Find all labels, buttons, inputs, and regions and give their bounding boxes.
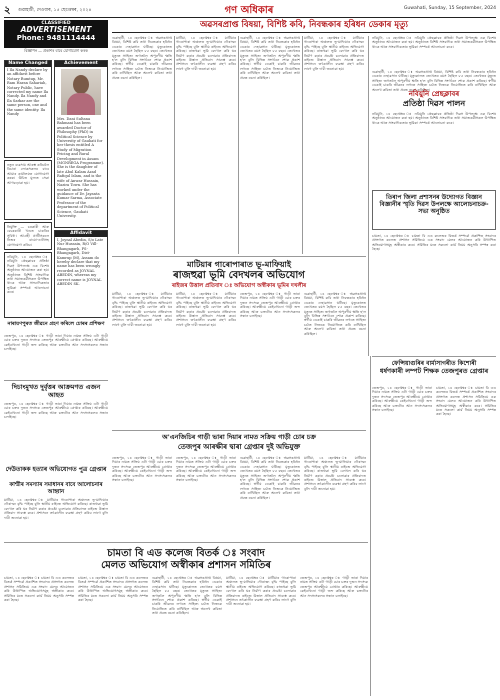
col-divider (368, 36, 369, 356)
tirap-box (372, 190, 496, 230)
land-body-col-3: তেজপুৰ, ১৪ ছেপ্তেম্বৰ ঃ গাড়ী ভাৰা দিয়াৰ নামত সক্ৰিয় এটা গাড়ী চোৰ চক্ৰৰ দুজন সদস্যক তেজপুৰ আৰক্ষীয়ে গ্ৰেপ্তাৰ কৰিছে। আৰক্ষীয়ে কেইবাখনো গাড়ী জব্দ কৰিছে আৰু চক্ৰটোৰ আন সদস্যসকলৰ সন্ধান চলাইছে। (240, 292, 300, 319)
masthead-date-right: Guwahati, Sunday, 15 September, 2024 (403, 6, 496, 11)
notice-box-3 (4, 252, 52, 318)
achievement-body: Mrs. Dani Sultana Bahmani has been awarded Doctor of Philosophy (PhD) in Political Science by University of Gauhati for her thesis entitled A Study of Migration Pricing and Rural Development in Assam (MGNREGA Programme). She is the daughter of late Abul Kalam Azad Rafiqul Islam, and is the wife of Anwar Hussain, Nazira Town. She has worked under the guidance of Dr. Jayanta Kumar Sarma, Associate Professor of the department of Political Science, Gauhati University. (57, 117, 104, 218)
truck-body-col-2: তেজপুৰ, ১৪ ছেপ্তেম্বৰ ঃ গাড়ী ভাৰা দিয়াৰ নামত সক্ৰিয় এটা গাড়ী চোৰ চক্ৰৰ দুজন সদস্যক তেজপুৰ আৰক্ষীয়ে গ্ৰেপ্তাৰ কৰিছে। আৰক্ষীয়ে কেইবাখনো গাড়ী জব্দ কৰিছে আৰু চক্ৰটোৰ আন সদস্যসকলৰ সন্ধান চলাইছে। (176, 456, 236, 483)
right-story3-headline-main: ধৰ্ষণকাৰী লম্পট শিক্ষক তেজপুৰত গ্ৰেপ্তাৰ (379, 367, 489, 375)
right-story3-col-2: চামতা, ১৪ ছেপ্তেম্বৰ ঃ চামতা বি এড কলেজৰ বিতৰ্ক সম্পৰ্কে প্ৰকাশিত সংবাদৰ প্ৰসংগত কলেজ প্ৰশাসন সমিতিয়ে এক সংবাদ মেলৰ আয়োজন কৰি উত্থাপিত অভিযোগসমূহ অস্বীকাৰ কৰে। সমিতিৰ মতে সকলো কাৰ্য নিয়ম অনুসৰি সম্পন্ন কৰা হৈছে। (436, 386, 496, 417)
section-rule (112, 256, 366, 257)
name-changed-body: I Ila Nandy declare by an affidavit before Notary Rumtup, Mr. Ram Haran Sahariah, Notary Public, have corrected my name Ila Nandy. Ila Nandy and Ila Sarkar are the same person, one and the same identity. Ila Nandy (7, 68, 49, 117)
classified-sub: বিজ্ঞাপন — প্ৰকাশৰ বাবে যোগাযোগ কৰক (24, 48, 88, 53)
land-headline-main: ৰাজহুৱা ভূমি বেদখলৰ অভিযোগ (173, 270, 305, 281)
right-story3-col-1: তেজপুৰ, ১৪ ছেপ্তেম্বৰ ঃ গাড়ী ভাৰা দিয়াৰ নামত সক্ৰিয় এটা গাড়ী চোৰ চক্ৰৰ দুজন সদস্যক তেজপুৰ আৰক্ষীয়ে গ্ৰেপ্তাৰ কৰিছে। আৰক্ষীয়ে কেইবাখনো গাড়ী জব্দ কৰিছে আৰু চক্ৰটোৰ আন সদস্যসকলৰ সন্ধান চলাইছে। (372, 386, 432, 413)
bottom-body-col-3: গুৱাহাটী, ১৪ ছেপ্তেম্বৰ ঃ অৱসৰপ্ৰাপ্ত বিষয়া, বিশিষ্ট কবি তথা নিবন্ধকাৰ হৰিধন ডেকাৰ দেহাৱসান ঘটিছে। মৃত্যুকালত তেখেতৰ বয়স হৈছিল ৮৫ বছৰ। তেখেতৰ মৃত্যুত সাহিত্য জগতলৈ অপূৰণীয় ক্ষতি হ'ল বুলি বিভিন্ন সংগঠনে শোক প্ৰকাশ কৰিছে। স্বৰ্গীয় ডেকাই চাকৰি জীৱনৰ লগতে সাহিত্য চৰ্চাত নিজকে নিয়োজিত কৰি ৰাখিছিল আৰু অলেখ কবিতা তথা প্ৰবন্ধ ৰচনা কৰিছিল। (152, 576, 222, 616)
crime-body-1: তেজপুৰ, ১৪ ছেপ্তেম্বৰ ঃ গাড়ী ভাৰা দিয়াৰ নামত সক্ৰিয় এটা গাড়ী চোৰ চক্ৰৰ দুজন সদস্যক তেজপুৰ আৰক্ষীয়ে গ্ৰেপ্তাৰ কৰিছে। আৰক্ষীয়ে কেইবাখনো গাড়ী জব্দ কৰিছে আৰু চক্ৰটোৰ আন সদস্যসকলৰ সন্ধান চলাইছে। (4, 402, 108, 420)
masthead-rule (4, 17, 496, 18)
top-headline: অৱসৰপ্ৰাপ্ত বিষয়া, বিশিষ্ট কবি, নিবন্ধকাৰ হৰিধন ডেকাৰ মৃত্যু (199, 20, 408, 30)
affidavit-body: I, Joynal Abedin, S/o Late Nur Hussain, R/O Vill- Bhangagarh, PS- Bhangagarh, Dist- Kamrup (M), Assam do hereby declare that my name has been wrongly recorded as JOYNAL ABEDIN, whereas my correct name is JOYNAL ABEDIN SK. (57, 238, 104, 287)
crime-headline-1: দিচাংমুখত দুৰ্বৃত্তৰ আক্ৰমণত এজন আহত (11, 383, 101, 399)
section-rule (112, 430, 366, 431)
truck-headline-top: অ'এনজিচিৰ গাড়ী ভাৰা দিয়াৰ নামত সক্ৰিয় গাড়ী চোৰ চক্ৰ (162, 433, 316, 441)
bottom-headline-main: মেলত অভিযোগ অস্বীকাৰ প্ৰশাসন সমিতিৰ (101, 560, 271, 571)
notice-box-2 (4, 222, 52, 250)
land-body-col-1: মাটিয়া, ১৪ ছেপ্তেম্বৰ ঃ মাটিয়াৰ গাৰোপাৰা অঞ্চলত ভূ-মাফিয়াৰ দৌৰাত্ম্য বৃদ্ধি পাইছে বুলি স্থানীয় ৰাইজে অভিযোগ কৰিছে। ৰাজহুৱা ভূমি বেদখল কৰি ঘৰ নিৰ্মাণ কৰাৰ প্ৰচেষ্টা চলোৱাৰ প্ৰতিবাদত ৰাইজে উত্তাল প্ৰতিবাদ সাব্যস্ত কৰে। প্ৰশাসনে তৎকালীন ব্যৱস্থা গ্ৰহণ কৰিব লাগে বুলি দাবী জনোৱা হয়। (112, 292, 172, 327)
truck-body-col-1: তেজপুৰ, ১৪ ছেপ্তেম্বৰ ঃ গাড়ী ভাৰা দিয়াৰ নামত সক্ৰিয় এটা গাড়ী চোৰ চক্ৰৰ দুজন সদস্যক তেজপুৰ আৰক্ষীয়ে গ্ৰেপ্তাৰ কৰিছে। আৰক্ষীয়ে কেইবাখনো গাড়ী জব্দ কৰিছে আৰু চক্ৰটোৰ আন সদস্যসকলৰ সন্ধান চলাইছে। (112, 456, 172, 483)
land-body-col-4: গুৱাহাটী, ১৪ ছেপ্তেম্বৰ ঃ অৱসৰপ্ৰাপ্ত বিষয়া, বিশিষ্ট কবি তথা নিবন্ধকাৰ হৰিধন ডেকাৰ দেহাৱসান ঘটিছে। মৃত্যুকালত তেখেতৰ বয়স হৈছিল ৮৫ বছৰ। তেখেতৰ মৃত্যুত সাহিত্য জগতলৈ অপূৰণীয় ক্ষতি হ'ল বুলি বিভিন্ন সংগঠনে শোক প্ৰকাশ কৰিছে। স্বৰ্গীয় ডেকাই চাকৰি জীৱনৰ লগতে সাহিত্য চৰ্চাত নিজকে নিয়োজিত কৰি ৰাখিছিল আৰু অলেখ কবিতা তথা প্ৰবন্ধ ৰচনা কৰিছিল। (304, 292, 366, 336)
masthead (4, 3, 496, 16)
classified-label: CLASSIFIED (41, 21, 71, 26)
bottom-body-col-4: মাটিয়া, ১৪ ছেপ্তেম্বৰ ঃ মাটিয়াৰ গাৰোপাৰা অঞ্চলত ভূ-মাফিয়াৰ দৌৰাত্ম্য বৃদ্ধি পাইছে বুলি স্থানীয় ৰাইজে অভিযোগ কৰিছে। ৰাজহুৱা ভূমি বেদখল কৰি ঘৰ নিৰ্মাণ কৰাৰ প্ৰচেষ্টা চলোৱাৰ প্ৰতিবাদত ৰাইজে উত্তাল প্ৰতিবাদ সাব্যস্ত কৰে। প্ৰশাসনে তৎকালীন ব্যৱস্থা গ্ৰহণ কৰিব লাগে বুলি দাবী জনোৱা হয়। (226, 576, 296, 607)
affidavit-box (54, 230, 108, 318)
land-subhead: ৰাইজৰ উত্তাল প্ৰতিবাদ ঃ অভিযোগ অস্বীকাৰ ভূমিৰ দখলীৰ (171, 283, 307, 289)
achievement-photo (61, 69, 101, 115)
press-club-body: নবিয়ুনি, ১৪ ছেপ্তেম্বৰ ঃ নবিয়ুনি প্ৰেছক্লাবৰ প্ৰতিষ্ঠা দিৱস উপলক্ষে এক বিশেষ অনুষ্ঠানৰ আয়োজন কৰা হয়। অনুষ্ঠানত বিশিষ্ট সাংবাদিক তথা সমাজকৰ্মীসকল উপস্থিত থাকে আৰু সাংবাদিকতাৰ ভূমিকা সম্পৰ্কে আলোচনা কৰে। (372, 112, 496, 125)
masthead-date-left: গুৱাহাটী, দেওবাৰ, ১৫ ছেপ্তেম্বৰ, ২০২৪ (18, 8, 92, 13)
story-top-col-4: মাটিয়া, ১৪ ছেপ্তেম্বৰ ঃ মাটিয়াৰ গাৰোপাৰা অঞ্চলত ভূ-মাফিয়াৰ দৌৰাত্ম্য বৃদ্ধি পাইছে বুলি স্থানীয় ৰাইজে অভিযোগ কৰিছে। ৰাজহুৱা ভূমি বেদখল কৰি ঘৰ নিৰ্মাণ কৰাৰ প্ৰচেষ্টা চলোৱাৰ প্ৰতিবাদত ৰাইজে উত্তাল প্ৰতিবাদ সাব্যস্ত কৰে। প্ৰশাসনে তৎকালীন ব্যৱস্থা গ্ৰহণ কৰিব লাগে বুলি দাবী জনোৱা হয়। (304, 36, 364, 71)
notice-text-3: নবিয়ুনি, ১৪ ছেপ্তেম্বৰ ঃ নবিয়ুনি প্ৰেছক্লাবৰ প্ৰতিষ্ঠা দিৱস উপলক্ষে এক বিশেষ অনুষ্ঠানৰ আয়োজন কৰা হয়। অনুষ্ঠানত বিশিষ্ট সাংবাদিক তথা সমাজকৰ্মীসকল উপস্থিত থাকে আৰু সাংবাদিকতাৰ ভূমিকা সম্পৰ্কে আলোচনা কৰে। (7, 255, 49, 295)
land-body-col-2: মাটিয়া, ১৪ ছেপ্তেম্বৰ ঃ মাটিয়াৰ গাৰোপাৰা অঞ্চলত ভূ-মাফিয়াৰ দৌৰাত্ম্য বৃদ্ধি পাইছে বুলি স্থানীয় ৰাইজে অভিযোগ কৰিছে। ৰাজহুৱা ভূমি বেদখল কৰি ঘৰ নিৰ্মাণ কৰাৰ প্ৰচেষ্টা চলোৱাৰ প্ৰতিবাদত ৰাইজে উত্তাল প্ৰতিবাদ সাব্যস্ত কৰে। প্ৰশাসনে তৎকালীন ব্যৱস্থা গ্ৰহণ কৰিব লাগে বুলি দাবী জনোৱা হয়। (176, 292, 236, 327)
bottom-body-col-2: চামতা, ১৪ ছেপ্তেম্বৰ ঃ চামতা বি এড কলেজৰ বিতৰ্ক সম্পৰ্কে প্ৰকাশিত সংবাদৰ প্ৰসংগত কলেজ প্ৰশাসন সমিতিয়ে এক সংবাদ মেলৰ আয়োজন কৰি উত্থাপিত অভিযোগসমূহ অস্বীকাৰ কৰে। সমিতিৰ মতে সকলো কাৰ্য নিয়ম অনুসৰি সম্পন্ন কৰা হৈছে। (78, 576, 148, 603)
bottom-body-col-5: তেজপুৰ, ১৪ ছেপ্তেম্বৰ ঃ গাড়ী ভাৰা দিয়াৰ নামত সক্ৰিয় এটা গাড়ী চোৰ চক্ৰৰ দুজন সদস্যক তেজপুৰ আৰক্ষীয়ে গ্ৰেপ্তাৰ কৰিছে। আৰক্ষীয়ে কেইবাখনো গাড়ী জব্দ কৰিছে আৰু চক্ৰটোৰ আন সদস্যসকলৰ সন্ধান চলাইছে। (300, 576, 368, 598)
section-rule (372, 356, 496, 357)
tirap-body: চামতা, ১৪ ছেপ্তেম্বৰ ঃ চামতা বি এড কলেজৰ বিতৰ্ক সম্পৰ্কে প্ৰকাশিত সংবাদৰ প্ৰসংগত কলেজ প্ৰশাসন সমিতিয়ে এক সংবাদ মেলৰ আয়োজন কৰি উত্থাপিত অভিযোগসমূহ অস্বীকাৰ কৰে। সমিতিৰ মতে সকলো কাৰ্য নিয়ম অনুসৰি সম্পন্ন কৰা হৈছে। (372, 234, 496, 252)
section-rule (4, 542, 368, 543)
crime-headline-3: কাশ্মীৰ সমস্যাৰ সমাধানৰ বাবে আলোচনাৰ আহ্বান (9, 482, 103, 495)
page-number: ২ (4, 5, 11, 16)
right-col-body-2: গুৱাহাটী, ১৪ ছেপ্তেম্বৰ ঃ অৱসৰপ্ৰাপ্ত বিষয়া, বিশিষ্ট কবি তথা নিবন্ধকাৰ হৰিধন ডেকাৰ দেহাৱসান ঘটিছে। মৃত্যুকালত তেখেতৰ বয়স হৈছিল ৮৫ বছৰ। তেখেতৰ মৃত্যুত সাহিত্য জগতলৈ অপূৰণীয় ক্ষতি হ'ল বুলি বিভিন্ন সংগঠনে শোক প্ৰকাশ কৰিছে। স্বৰ্গীয় ডেকাই চাকৰি জীৱনৰ লগতে সাহিত্য চৰ্চাত নিজকে নিয়োজিত কৰি ৰাখিছিল আৰু অলেখ কবিতা তথা প্ৰবন্ধ ৰচনা কৰিছিল। (372, 70, 496, 92)
right-col-body-1: নবিয়ুনি, ১৪ ছেপ্তেম্বৰ ঃ নবিয়ুনি প্ৰেছক্লাবৰ প্ৰতিষ্ঠা দিৱস উপলক্ষে এক বিশেষ অনুষ্ঠানৰ আয়োজন কৰা হয়। অনুষ্ঠানত বিশিষ্ট সাংবাদিক তথা সমাজকৰ্মীসকল উপস্থিত থাকে আৰু সাংবাদিকতাৰ ভূমিকা সম্পৰ্কে আলোচনা কৰে। (372, 36, 496, 49)
left-bottom-body: তেজপুৰ, ১৪ ছেপ্তেম্বৰ ঃ গাড়ী ভাৰা দিয়াৰ নামত সক্ৰিয় এটা গাড়ী চোৰ চক্ৰৰ দুজন সদস্যক তেজপুৰ আৰক্ষীয়ে গ্ৰেপ্তাৰ কৰিছে। আৰক্ষীয়ে কেইবাখনো গাড়ী জব্দ কৰিছে আৰু চক্ৰটোৰ আন সদস্যসকলৰ সন্ধান চলাইছে। (4, 334, 108, 352)
story-top-col-1: গুৱাহাটী, ১৪ ছেপ্তেম্বৰ ঃ অৱসৰপ্ৰাপ্ত বিষয়া, বিশিষ্ট কবি তথা নিবন্ধকাৰ হৰিধন ডেকাৰ দেহাৱসান ঘটিছে। মৃত্যুকালত তেখেতৰ বয়স হৈছিল ৮৫ বছৰ। তেখেতৰ মৃত্যুত সাহিত্য জগতলৈ অপূৰণীয় ক্ষতি হ'ল বুলি বিভিন্ন সংগঠনে শোক প্ৰকাশ কৰিছে। স্বৰ্গীয় ডেকাই চাকৰি জীৱনৰ লগতে সাহিত্য চৰ্চাত নিজকে নিয়োজিত কৰি ৰাখিছিল আৰু অলেখ কবিতা তথা প্ৰবন্ধ ৰচনা কৰিছিল। (112, 36, 172, 80)
bottom-body-col-1: চামতা, ১৪ ছেপ্তেম্বৰ ঃ চামতা বি এড কলেজৰ বিতৰ্ক সম্পৰ্কে প্ৰকাশিত সংবাদৰ প্ৰসংগত কলেজ প্ৰশাসন সমিতিয়ে এক সংবাদ মেলৰ আয়োজন কৰি উত্থাপিত অভিযোগসমূহ অস্বীকাৰ কৰে। সমিতিৰ মতে সকলো কাৰ্য নিয়ম অনুসৰি সম্পন্ন কৰা হৈছে। (4, 576, 74, 603)
notice-text-1: নতুন ব্যৱসায় আৰম্ভ কৰিবলৈ বিচাৰা লোকসকলৰ বাবে আমাৰ কাৰ্যালয়ত যোগাযোগ কৰক। উচিত মূল্যত সেৱা আগবঢ়োৱা হয়। (7, 163, 49, 185)
col-divider (302, 36, 303, 254)
truck-body-col-4: মাটিয়া, ১৪ ছেপ্তেম্বৰ ঃ মাটিয়াৰ গাৰোপাৰা অঞ্চলত ভূ-মাফিয়াৰ দৌৰাত্ম্য বৃদ্ধি পাইছে বুলি স্থানীয় ৰাইজে অভিযোগ কৰিছে। ৰাজহুৱা ভূমি বেদখল কৰি ঘৰ নিৰ্মাণ কৰাৰ প্ৰচেষ্টা চলোৱাৰ প্ৰতিবাদত ৰাইজে উত্তাল প্ৰতিবাদ সাব্যস্ত কৰে। প্ৰশাসনে তৎকালীন ব্যৱস্থা গ্ৰহণ কৰিব লাগে বুলি দাবী জনোৱা হয়। (304, 456, 366, 491)
col-divider (174, 36, 175, 254)
land-headline-top: মাটিয়াৰ গাৰোপাৰাত ভূ-মাফিয়াই (186, 260, 292, 269)
masthead-brand: গণ অধিকাৰ (224, 5, 274, 16)
press-club-headline-main: প্ৰতিষ্ঠা দিৱস পালন (402, 99, 466, 108)
classified-phone: Phone: 9481114444 (16, 34, 96, 42)
col-divider (238, 36, 239, 254)
crime-body-2: মাটিয়া, ১৪ ছেপ্তেম্বৰ ঃ মাটিয়াৰ গাৰোপাৰা অঞ্চলত ভূ-মাফিয়াৰ দৌৰাত্ম্য বৃদ্ধি পাইছে বুলি স্থানীয় ৰাইজে অভিযোগ কৰিছে। ৰাজহুৱা ভূমি বেদখল কৰি ঘৰ নিৰ্মাণ কৰাৰ প্ৰচেষ্টা চলোৱাৰ প্ৰতিবাদত ৰাইজে উত্তাল প্ৰতিবাদ সাব্যস্ত কৰে। প্ৰশাসনে তৎকালীন ব্যৱস্থা গ্ৰহণ কৰিব লাগে বুলি দাবী জনোৱা হয়। (4, 498, 108, 520)
story-top-col-3: গুৱাহাটী, ১৪ ছেপ্তেম্বৰ ঃ অৱসৰপ্ৰাপ্ত বিষয়া, বিশিষ্ট কবি তথা নিবন্ধকাৰ হৰিধন ডেকাৰ দেহাৱসান ঘটিছে। মৃত্যুকালত তেখেতৰ বয়স হৈছিল ৮৫ বছৰ। তেখেতৰ মৃত্যুত সাহিত্য জগতলৈ অপূৰণীয় ক্ষতি হ'ল বুলি বিভিন্ন সংগঠনে শোক প্ৰকাশ কৰিছে। স্বৰ্গীয় ডেকাই চাকৰি জীৱনৰ লগতে সাহিত্য চৰ্চাত নিজকে নিয়োজিত কৰি ৰাখিছিল আৰু অলেখ কবিতা তথা প্ৰবন্ধ ৰচনা কৰিছিল। (240, 36, 300, 80)
notice-text-2: নিযুক্তি — চৰকাৰী আৰু বেচৰকাৰী খণ্ডত চাকৰিৰ সুবিধা। আগ্ৰহী প্ৰাৰ্থীসকলে নিজৰ বায়ো-ডাটাসহ যোগাযোগ কৰিব। (7, 225, 49, 247)
top-headline-rule (112, 32, 496, 33)
classified-title: ADVERTISEMENT (20, 25, 92, 34)
notice-box-1 (4, 160, 52, 220)
crime-headline-2: দেউতাকক হত্যাৰ অভিযোগত পুত্ৰ গ্ৰেপ্তাৰ (5, 466, 107, 473)
right-story3-headline-top: ফেন্সিয়াগুৰিৰ বাৰ্মাসাগৰীত কিশোৰী (391, 360, 477, 367)
truck-body-col-3: গুৱাহাটী, ১৪ ছেপ্তেম্বৰ ঃ অৱসৰপ্ৰাপ্ত বিষয়া, বিশিষ্ট কবি তথা নিবন্ধকাৰ হৰিধন ডেকাৰ দেহাৱসান ঘটিছে। মৃত্যুকালত তেখেতৰ বয়স হৈছিল ৮৫ বছৰ। তেখেতৰ মৃত্যুত সাহিত্য জগতলৈ অপূৰণীয় ক্ষতি হ'ল বুলি বিভিন্ন সংগঠনে শোক প্ৰকাশ কৰিছে। স্বৰ্গীয় ডেকাই চাকৰি জীৱনৰ লগতে সাহিত্য চৰ্চাত নিজকে নিয়োজিত কৰি ৰাখিছিল আৰু অলেখ কবিতা তথা প্ৰবন্ধ ৰচনা কৰিছিল। (240, 456, 300, 500)
achievement-box (54, 60, 108, 228)
classified-box (4, 20, 108, 48)
name-changed-box (4, 60, 52, 158)
left-bottom-headline: নাৰায়ণপুৰত জীৱনে গ্ৰহণ কৰিলে চোৰৰ প্ৰশিক্ষণ (7, 321, 105, 327)
affidavit-heading: Affidavit (55, 231, 107, 237)
press-club-headline-top: নবিয়ুনি প্ৰেছক্লাবৰ (408, 90, 460, 98)
achievement-heading: Achievement (55, 61, 107, 67)
bottom-headline-top: চামতা বি এড কলেজ বিতৰ্ক ঃ সংবাদ (107, 548, 265, 559)
col-divider (370, 356, 371, 696)
name-changed-heading: Name Changed (5, 61, 51, 67)
tirap-headline: তিৰাপ জিলা প্ৰশাসনৰ উদ্যোগত বিজ্ঞান বিজ্ঞানীৰ স্মৃতি দিৱস উপলক্ষে আলোচনাচক্ৰ-সভা অনুষ্ঠিত (379, 194, 489, 215)
section-rule (4, 380, 108, 381)
truck-headline-main: তেজপুৰ আৰক্ষীৰ দ্বাৰা গ্ৰেপ্তাৰ দুই অভিযুক্ত (177, 443, 301, 451)
story-top-col-2: মাটিয়া, ১৪ ছেপ্তেম্বৰ ঃ মাটিয়াৰ গাৰোপাৰা অঞ্চলত ভূ-মাফিয়াৰ দৌৰাত্ম্য বৃদ্ধি পাইছে বুলি স্থানীয় ৰাইজে অভিযোগ কৰিছে। ৰাজহুৱা ভূমি বেদখল কৰি ঘৰ নিৰ্মাণ কৰাৰ প্ৰচেষ্টা চলোৱাৰ প্ৰতিবাদত ৰাইজে উত্তাল প্ৰতিবাদ সাব্যস্ত কৰে। প্ৰশাসনে তৎকালীন ব্যৱস্থা গ্ৰহণ কৰিব লাগে বুলি দাবী জনোৱা হয়। (176, 36, 236, 71)
